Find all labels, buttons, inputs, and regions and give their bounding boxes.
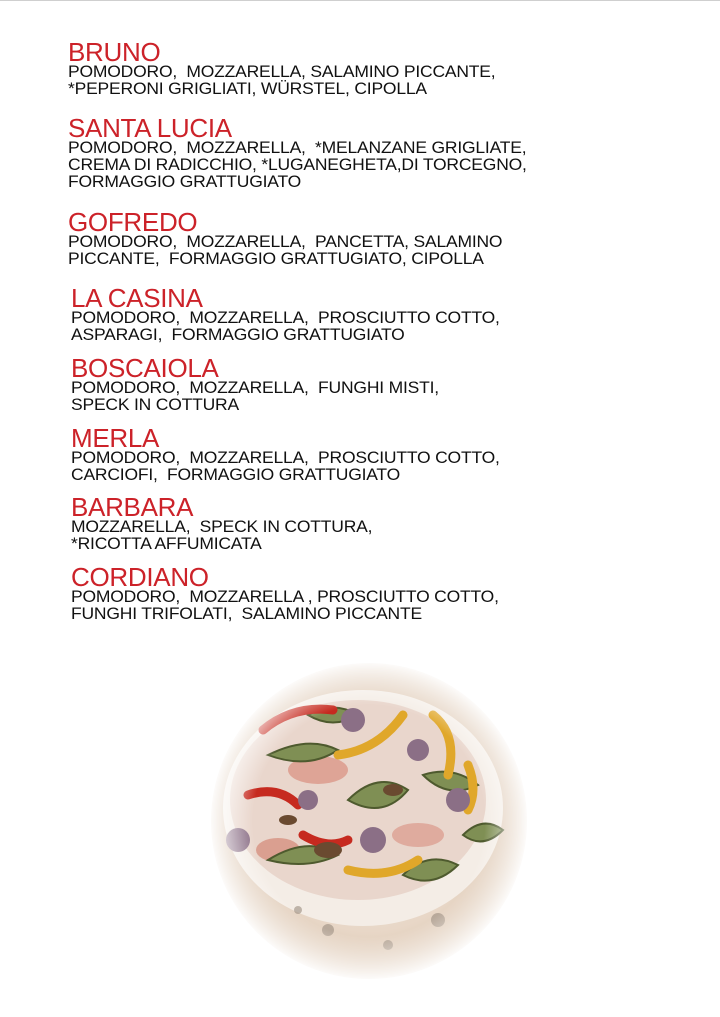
ingredients-line: MOZZARELLA, SPECK IN COTTURA, [71,517,373,536]
menu-item-gofredo [68,207,503,268]
menu-item-la-casina [71,283,500,344]
menu-item-santa-lucia [68,113,527,191]
top-divider [0,0,720,1]
ingredients-line: FORMAGGIO GRATTUGIATO [68,172,302,191]
ingredients-line: POMODORO, MOZZARELLA, PROSCIUTTO COTTO, [71,448,500,467]
menu-item-cordiano [71,562,499,623]
menu-item-bruno [68,37,496,98]
ingredients-line: POMODORO, MOZZARELLA, PANCETTA, SALAMINO [68,232,503,251]
ingredients-line: CREMA DI RADICCHIO, *LUGANEGHETA,DI TORCEGNO, [68,155,527,174]
pizza-name: BARBARA [71,492,194,522]
pizza-name: GOFREDO [68,207,198,237]
ingredients-line: ASPARAGI, FORMAGGIO GRATTUGIATO [71,325,405,344]
pizza-name: BOSCAIOLA [71,353,219,383]
pizza-name: MERLA [71,423,160,453]
ingredients-line: POMODORO, MOZZARELLA, SALAMINO PICCANTE, [68,62,496,81]
ingredients-line: *PEPERONI GRIGLIATI, WÜRSTEL, CIPOLLA [68,79,427,98]
ingredients-line: FUNGHI TRIFOLATI, SALAMINO PICCANTE [71,604,422,623]
pizza-name: SANTA LUCIA [68,113,232,143]
ingredients-line: POMODORO, MOZZARELLA, PROSCIUTTO COTTO, [71,308,500,327]
ingredients-line: POMODORO, MOZZARELLA, FUNGHI MISTI, [71,378,439,397]
ingredients-line: POMODORO, MOZZARELLA, *MELANZANE GRIGLIATE, [68,138,527,157]
menu-item-merla [71,423,500,484]
pizza-name: CORDIANO [71,562,209,592]
menu-item-boscaiola [71,353,439,414]
ingredients-line: PICCANTE, FORMAGGIO GRATTUGIATO, CIPOLLA [68,249,484,268]
pizza-name: LA CASINA [71,283,203,313]
ingredients-line: SPECK IN COTTURA [71,395,239,414]
ingredients-line: *RICOTTA AFFUMICATA [71,534,262,553]
ingredients-line: CARCIOFI, FORMAGGIO GRATTUGIATO [71,465,401,484]
menu-item-barbara [71,492,373,553]
ingredients-line: POMODORO, MOZZARELLA , PROSCIUTTO COTTO, [71,587,499,606]
pizza-name: BRUNO [68,37,161,67]
pizza-photo-icon [208,660,530,982]
